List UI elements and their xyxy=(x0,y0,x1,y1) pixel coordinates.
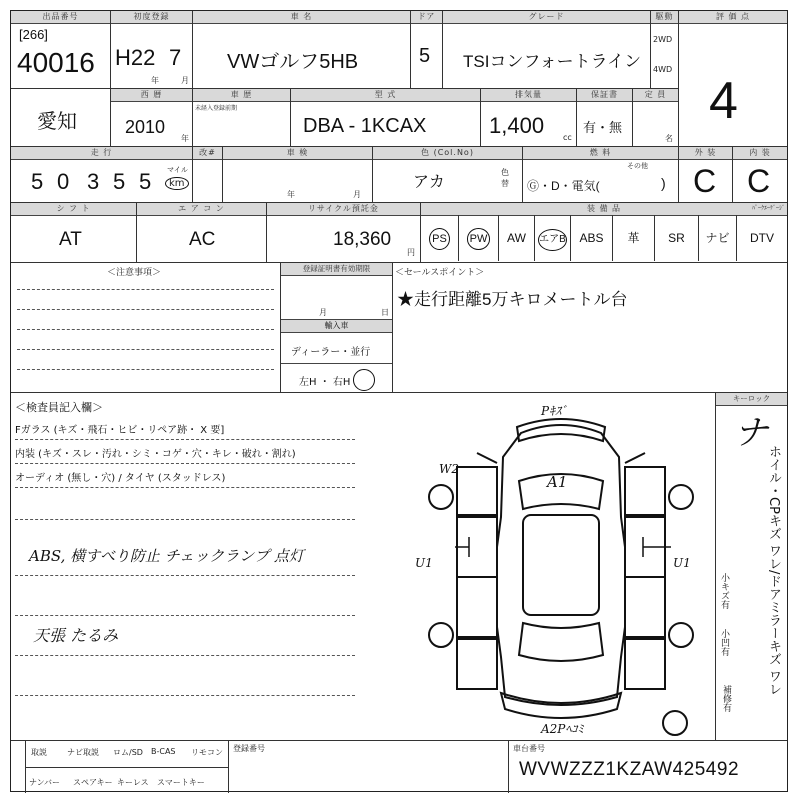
first-reg-era: H22 xyxy=(115,45,156,70)
recycle-label: リサイクル預託金 xyxy=(267,203,420,216)
dotted-line xyxy=(17,369,274,370)
import-label: 輸入車 xyxy=(281,319,392,333)
interior-label: 内 装 xyxy=(733,147,787,160)
model-code: DBA - 1KCAX xyxy=(303,115,427,137)
equip-leather: 革 xyxy=(613,215,655,261)
mileage-label: 走 行 xyxy=(11,147,192,160)
mileage-cell xyxy=(11,147,193,203)
capacity-unit: 名 xyxy=(665,134,673,143)
dotted-line xyxy=(15,615,355,616)
handwritten-note-abs: ABS, 横すべり防止 チェックランプ 点灯 xyxy=(29,547,304,565)
grade-cell xyxy=(443,11,651,89)
model-year-cell xyxy=(111,89,193,147)
equipment-cell xyxy=(421,203,787,263)
cc-unit: cc xyxy=(563,133,572,142)
mileage-digit: 0 xyxy=(57,169,70,194)
damage-mark-rear: A2Pﾍｺﾐ xyxy=(541,722,584,736)
drive-2wd: 2WD xyxy=(653,35,673,44)
yen-unit: 円 xyxy=(407,248,415,257)
dotted-line xyxy=(17,349,274,350)
warranty-label: 保証書 xyxy=(577,89,632,102)
model-year-unit: 年 xyxy=(181,134,189,143)
color-cell xyxy=(373,147,523,203)
divider xyxy=(281,363,392,364)
aircon-label: エ ア コ ン xyxy=(137,203,266,216)
aircon: AC xyxy=(189,229,216,250)
inspection-year: 年 xyxy=(287,190,295,199)
equip-navi: ナビ xyxy=(699,215,737,261)
dotted-line xyxy=(17,329,274,330)
footer-item: ナビ取説 xyxy=(67,748,99,757)
footer-items xyxy=(11,741,229,793)
color-label: 色 (Col.No) xyxy=(373,147,522,160)
doors-label: ドア xyxy=(411,11,442,24)
dotted-line xyxy=(15,463,355,464)
caution-label: ＜注意事項＞ xyxy=(107,268,162,278)
equipment-label-text: 装 備 品 xyxy=(586,204,622,213)
fuel-label: 燃 料 xyxy=(523,147,678,160)
model-change-label: 改# xyxy=(193,147,222,160)
first-reg-label: 初度登録 xyxy=(111,11,192,24)
warranty: 有・無 xyxy=(583,120,623,135)
fuel-cell xyxy=(523,147,679,203)
score: 4 xyxy=(709,72,738,130)
handwritten-note-headliner: 天張 たるみ xyxy=(33,626,119,645)
car-name-label: 車 名 xyxy=(193,11,410,24)
model-year: 2010 xyxy=(125,117,166,137)
damage-mark-bonnet: A1 xyxy=(547,473,568,491)
mileage-digit: 5 xyxy=(31,169,44,194)
exterior-label: 外 装 xyxy=(679,147,732,160)
right-hand-circle xyxy=(353,369,375,391)
handle-side: 左H ・ 右H xyxy=(299,377,351,388)
dotted-line xyxy=(15,655,355,656)
model-year-label: 西 暦 xyxy=(111,89,192,102)
damage-mark-left-door: U1 xyxy=(415,556,433,570)
equip-ps xyxy=(421,215,459,261)
model-change-cell xyxy=(193,147,223,203)
keylock-notes: ホイル・CPキズ ワレ/ドアミラーキズ ワレ xyxy=(766,445,781,696)
history-label: 車 歴 xyxy=(193,89,290,102)
history-cell xyxy=(193,89,291,147)
fuel-end: ) xyxy=(661,175,666,191)
inspection-sheet xyxy=(10,10,788,792)
inspection-month: 月 xyxy=(353,190,361,199)
recycle-cell xyxy=(267,203,421,263)
footer-item: ナンバー xyxy=(29,778,61,787)
drive-label: 駆動 xyxy=(651,11,678,24)
reg-number-label: 登録番号 xyxy=(233,744,265,753)
vin: WVWZZZ1KZAW425492 xyxy=(519,759,740,780)
lot-cell xyxy=(11,11,111,89)
sales-point-cell xyxy=(393,263,787,393)
inspector-area xyxy=(11,393,715,741)
inspection-cell xyxy=(223,147,373,203)
dotted-line xyxy=(15,695,355,696)
region: 愛知 xyxy=(37,111,77,133)
lot-prefix: [266] xyxy=(19,27,48,42)
shift-cell xyxy=(11,203,137,263)
car-damage-diagram xyxy=(411,397,711,737)
grade-label: グレード xyxy=(443,11,650,24)
equip-airbag xyxy=(535,215,571,261)
capacity-cell xyxy=(633,89,679,147)
dotted-line xyxy=(17,289,274,290)
footer-item: スペアキー xyxy=(73,778,113,787)
caution-cell xyxy=(11,263,281,393)
mile-label: マイル xyxy=(167,166,188,174)
footer-side-mark xyxy=(11,741,26,793)
dealer-parallel: ディーラー・並行 xyxy=(291,347,371,358)
caution-label-text: 注意事項 xyxy=(116,268,153,278)
reg-day: 日 xyxy=(381,308,389,317)
displacement-cell xyxy=(481,89,577,147)
model-code-label: 型 式 xyxy=(291,89,480,102)
equip-sr: SR xyxy=(655,215,699,261)
interior-grade: C xyxy=(747,163,771,199)
fuel: Ⓖ・D・電気( xyxy=(527,179,600,193)
dotted-line xyxy=(15,487,355,488)
vin-label: 車台番号 xyxy=(513,744,545,753)
keylock-label: キーロック xyxy=(716,393,787,406)
year-unit: 年 xyxy=(151,76,159,85)
car-name: VWゴルフ5HB xyxy=(227,51,359,73)
footer-item: リモコン xyxy=(191,748,223,757)
lot-label: 出品番号 xyxy=(11,11,110,24)
equip-pw xyxy=(459,215,499,261)
mileage-digit: 5 xyxy=(139,169,152,194)
vin-cell xyxy=(509,741,787,793)
footer-item: B-CAS xyxy=(151,747,176,756)
glass-check: Fガラス (キズ・飛石・ヒビ・リペア跡・ X 要] xyxy=(15,425,225,436)
dotted-line xyxy=(15,439,355,440)
sales-point: ★走行距離5万キロメートル台 xyxy=(397,290,628,309)
grade: TSIコンフォートライン xyxy=(463,52,642,71)
aircon-cell xyxy=(137,203,267,263)
shift-label: シ フ ト xyxy=(11,203,136,216)
km-label: km xyxy=(165,177,189,190)
first-reg-month: 7 xyxy=(169,45,182,70)
equip-dtv: DTV xyxy=(750,231,774,245)
interior-check: 内装 (キズ・スレ・汚れ・シミ・コゲ・穴・キレ・破れ・割れ) xyxy=(15,449,296,460)
damage-mark-fender: W2 xyxy=(439,462,459,476)
capacity-label: 定 員 xyxy=(633,89,678,102)
region-cell xyxy=(11,89,111,147)
equip-ps-label: PS xyxy=(429,228,450,250)
history-sub: 未経入登録前期 xyxy=(195,105,238,112)
equip-airbag-label: エアB xyxy=(538,229,567,251)
first-reg-cell xyxy=(111,11,193,89)
mileage-digit: 3 xyxy=(87,169,100,194)
model-code-cell xyxy=(291,89,481,147)
score-label: 評 価 点 xyxy=(679,11,787,24)
score-cell xyxy=(679,11,787,147)
drive-cell xyxy=(651,11,679,89)
fuel-other: その他 xyxy=(627,162,648,170)
exterior-cell xyxy=(679,147,733,203)
warranty-cell xyxy=(577,89,633,147)
reg-month: 月 xyxy=(319,308,327,317)
divider xyxy=(25,767,228,768)
doors-cell xyxy=(411,11,443,89)
damage-mark-front: Pｷｽﾞ xyxy=(541,404,568,418)
dotted-line xyxy=(15,575,355,576)
damage-mark-right-door: U1 xyxy=(673,556,691,570)
keylock-sub-repaired: 補修有 xyxy=(721,685,731,712)
dotted-line xyxy=(15,519,355,520)
equip-aw: AW xyxy=(499,215,535,261)
keylock-mark: ナ xyxy=(734,413,768,453)
audio-tire-check: オーディオ (無し・穴) / タイヤ (スタッドレス) xyxy=(15,473,226,484)
shift: AT xyxy=(59,229,82,250)
doors: 5 xyxy=(419,45,431,67)
displacement-label: 排気量 xyxy=(481,89,576,102)
sales-point-label: ＜セールスポイント＞ xyxy=(395,268,485,278)
recycle-fee: 18,360 xyxy=(333,229,392,250)
footer-item: スマートキー xyxy=(157,778,205,787)
footer-item: ロム/SD xyxy=(113,748,143,757)
displacement: 1,400 xyxy=(489,113,545,138)
dotted-line xyxy=(17,309,274,310)
registration-cell xyxy=(281,263,393,393)
drive-4wd: 4WD xyxy=(653,65,673,74)
reg-expiry-label: 登録証明書有効期限 xyxy=(281,263,392,276)
keylock-sub-small-scratch: 小キズ有 xyxy=(719,573,729,609)
equip-abs: ABS xyxy=(571,215,613,261)
keylock-cell xyxy=(715,393,787,741)
exterior-grade: C xyxy=(693,163,717,199)
car-name-cell xyxy=(193,11,411,89)
month-unit: 月 xyxy=(181,76,189,85)
lot-number: 40016 xyxy=(17,47,95,78)
footer-item: 取説 xyxy=(31,748,47,757)
footer-item: キーレス xyxy=(117,778,149,787)
inspection-label: 車 検 xyxy=(223,147,372,160)
mileage-digit: 5 xyxy=(113,169,126,194)
equipment-label-sub: ﾊﾟｰｸｴｰｹﾞｰｼﾞ xyxy=(751,205,785,212)
color: アカ xyxy=(413,174,445,191)
keylock-sub-dent: 小凹有 xyxy=(719,629,729,656)
reg-number-cell xyxy=(229,741,509,793)
interior-cell xyxy=(733,147,787,203)
color-change: 色替 xyxy=(501,168,509,188)
equip-pw-label: PW xyxy=(467,228,491,250)
inspector-title: ＜検査員記入欄＞ xyxy=(15,401,103,414)
